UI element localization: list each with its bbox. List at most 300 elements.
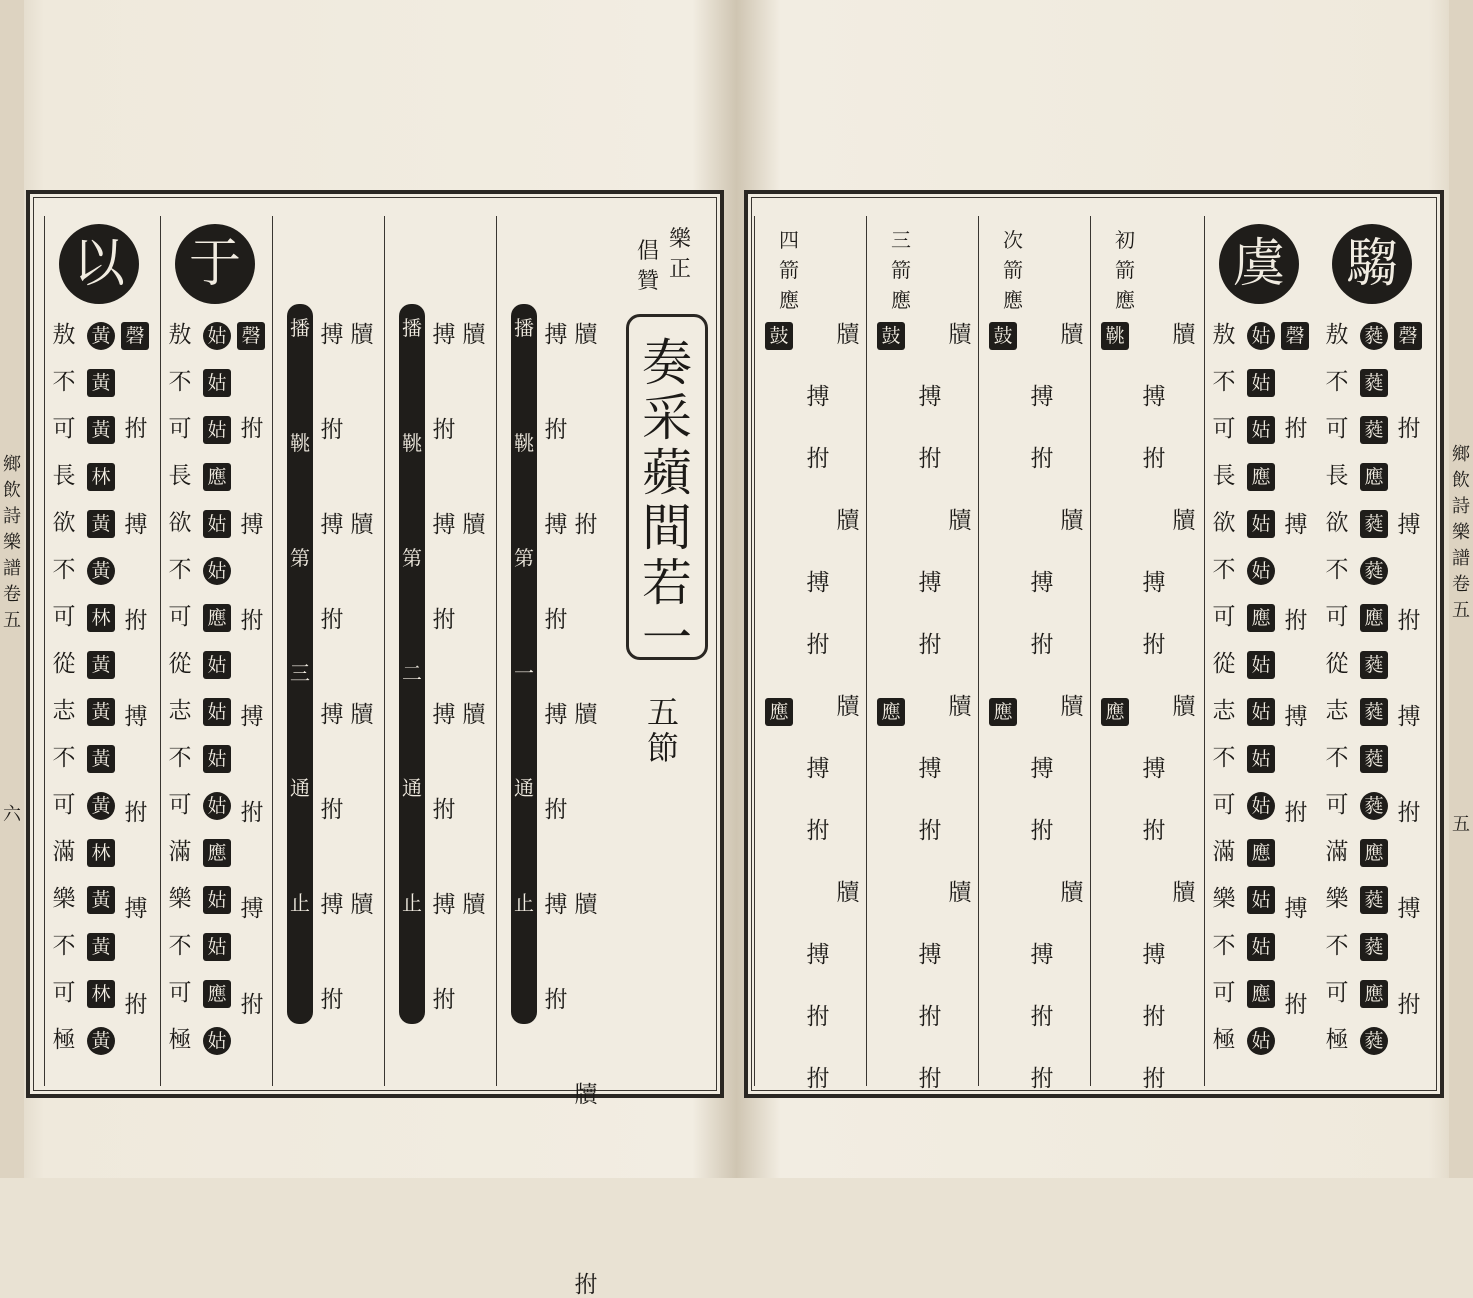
response-text: 拊 (1142, 818, 1166, 844)
response-text: 牘 (948, 880, 972, 906)
response-label: 箭 (891, 258, 911, 282)
left-spine-char: 鄉 (3, 454, 21, 475)
right-lyric-b-lyric: 欲 (1212, 510, 1236, 536)
right-spine-char: 詩 (1452, 496, 1470, 517)
response-text: 搏 (1142, 384, 1166, 410)
left-lyric-a-lyric: 不 (168, 557, 192, 583)
response-tag-top: 鼓 (765, 322, 793, 350)
left-lyric-a-pitch-circle: 于 (175, 224, 255, 304)
response-label: 應 (891, 288, 911, 312)
response-text: 搏 (918, 570, 942, 596)
right-lyric-a-percussion: 拊 (1397, 608, 1421, 634)
left-lyric-b-note: 黃 (87, 886, 115, 914)
right-lyric-a-lyric: 不 (1325, 933, 1349, 959)
right-lyric-b-note: 姑 (1247, 1027, 1275, 1055)
right-lyric-b-percussion: 搏 (1284, 512, 1308, 538)
right-lyric-a-column (1318, 216, 1430, 1086)
pass-text-left: 拊 (320, 417, 344, 443)
response-text: 拊 (1142, 1004, 1166, 1030)
pass-text-left: 搏 (544, 702, 568, 728)
left-lyric-b-note: 林 (87, 839, 115, 867)
left-lyric-a-lyric: 極 (168, 1027, 192, 1053)
response-text: 拊 (918, 1004, 942, 1030)
right-lyric-b-lyric: 滿 (1212, 839, 1236, 865)
pass-bar-char: 第 (514, 546, 534, 570)
right-lyric-b-note: 姑 (1247, 792, 1275, 820)
pass-bar-char: 止 (290, 891, 310, 915)
right-lyric-a-note: 蕤 (1360, 557, 1388, 585)
right-lyric-a-lyric: 可 (1325, 792, 1349, 818)
left-lyric-b-lyric: 極 (52, 1027, 76, 1053)
left-lyric-a-note: 姑 (203, 886, 231, 914)
response-label: 箭 (1003, 258, 1023, 282)
response-text: 拊 (1030, 818, 1054, 844)
right-lyric-b-lyric: 從 (1212, 651, 1236, 677)
response-text: 搏 (1142, 942, 1166, 968)
left-lyric-a-note: 姑 (203, 557, 231, 585)
pass-bar-char: 第 (402, 546, 422, 570)
right-lyric-b-note: 應 (1247, 604, 1275, 632)
right-lyric-b-lyric: 敖 (1212, 322, 1236, 348)
response-text: 搏 (806, 756, 830, 782)
response-label: 三 (891, 228, 911, 252)
left-lyric-a-percussion: 拊 (240, 992, 264, 1018)
left-lyric-a-lyric: 志 (168, 698, 192, 724)
right-lyric-b-percussion: 拊 (1284, 416, 1308, 442)
left-spine-char: 五 (3, 610, 21, 631)
right-page-edge (1449, 0, 1473, 1178)
response-text: 搏 (1142, 756, 1166, 782)
left-lyric-b-note: 黃 (87, 416, 115, 444)
right-lyric-a-note: 蕤 (1360, 745, 1388, 773)
right-lyric-b-lyric: 可 (1212, 792, 1236, 818)
right-lyric-a-pitch-circle: 騶 (1332, 224, 1412, 304)
left-lyric-a-percussion: 拊 (240, 416, 264, 442)
pass-column (384, 216, 499, 1086)
left-lyric-a-lyric: 可 (168, 792, 192, 818)
left-lyric-b-lyric: 可 (52, 792, 76, 818)
response-label: 初 (1115, 228, 1135, 252)
response-text: 牘 (836, 694, 860, 720)
left-lyric-b-percussion: 拊 (124, 416, 148, 442)
pass-text-right: 牘 (462, 702, 486, 728)
left-spine-char: 譜 (3, 558, 21, 579)
title-char: 一 (642, 609, 692, 667)
left-lyric-b-lyric: 欲 (52, 510, 76, 536)
response-text: 牘 (1060, 880, 1084, 906)
pass-text-left: 搏 (320, 892, 344, 918)
left-lyric-b-lyric: 敖 (52, 322, 76, 348)
sections-label: 節 (646, 729, 679, 767)
pass-bar-char: 第 (290, 546, 310, 570)
pass-text-left: 拊 (320, 797, 344, 823)
pass-text-left: 拊 (544, 607, 568, 633)
right-lyric-a-percussion: 搏 (1397, 512, 1421, 538)
left-lyric-a-note: 姑 (203, 510, 231, 538)
left-lyric-a-lyric: 可 (168, 416, 192, 442)
right-lyric-a-note: 蕤 (1360, 322, 1388, 350)
right-lyric-b-note: 姑 (1247, 698, 1275, 726)
left-lyric-b-note: 黃 (87, 792, 115, 820)
left-lyric-a-note: 姑 (203, 651, 231, 679)
right-lyric-b-note: 應 (1247, 839, 1275, 867)
left-lyric-a-lyric: 不 (168, 369, 192, 395)
title-char: 奏 (642, 334, 692, 392)
left-lyric-b-percussion: 搏 (124, 512, 148, 538)
left-lyric-b-lyric: 從 (52, 651, 76, 677)
left-lyric-b-percussion: 拊 (124, 800, 148, 826)
left-lyric-b-note: 黃 (87, 698, 115, 726)
response-tag-mid: 應 (1101, 698, 1129, 726)
right-lyric-a-lyric: 滿 (1325, 839, 1349, 865)
left-lyric-a-chime-tag: 磬 (237, 322, 265, 350)
left-lyric-b-lyric: 不 (52, 745, 76, 771)
response-tag-mid: 應 (765, 698, 793, 726)
left-lyric-a-percussion: 搏 (240, 704, 264, 730)
left-page-edge (0, 0, 24, 1178)
right-page (744, 190, 1444, 1098)
response-text: 牘 (836, 322, 860, 348)
response-text: 牘 (836, 880, 860, 906)
left-lyric-a-note: 應 (203, 604, 231, 632)
title-char: 間 (642, 499, 692, 557)
left-spine-char: 飲 (3, 480, 21, 501)
response-text: 搏 (918, 756, 942, 782)
pass-text-right: 牘 (574, 892, 598, 918)
pass-text-left: 搏 (544, 512, 568, 538)
response-text: 牘 (948, 322, 972, 348)
right-lyric-b-lyric: 不 (1212, 557, 1236, 583)
response-label: 四 (779, 228, 799, 252)
left-lyric-a-percussion: 搏 (240, 512, 264, 538)
right-lyric-a-note: 蕤 (1360, 698, 1388, 726)
response-text: 拊 (806, 446, 830, 472)
response-text: 拊 (1030, 1004, 1054, 1030)
left-lyric-b-lyric: 可 (52, 604, 76, 630)
response-text: 牘 (1172, 880, 1196, 906)
pass-text-left: 搏 (320, 702, 344, 728)
left-lyric-b-note: 黃 (87, 369, 115, 397)
right-lyric-b-column (1204, 216, 1317, 1086)
pass-text-left: 搏 (432, 702, 456, 728)
left-lyric-a-note: 姑 (203, 698, 231, 726)
pass-text-right: 牘 (462, 892, 486, 918)
response-label: 應 (1003, 288, 1023, 312)
right-lyric-a-note: 應 (1360, 980, 1388, 1008)
pass-text-right: 牘 (350, 512, 374, 538)
pass-text-left: 拊 (320, 987, 344, 1013)
right-lyric-b-lyric: 不 (1212, 933, 1236, 959)
response-text: 拊 (1142, 632, 1166, 658)
right-lyric-a-note: 蕤 (1360, 510, 1388, 538)
left-lyric-b-pitch-circle: 以 (59, 224, 139, 304)
left-lyric-a-percussion: 拊 (240, 608, 264, 634)
right-lyric-b-note: 應 (1247, 463, 1275, 491)
right-spine-char: 飲 (1452, 470, 1470, 491)
pass-bar-char: 通 (290, 776, 310, 800)
response-text: 搏 (806, 570, 830, 596)
left-spine-char: 詩 (3, 506, 21, 527)
right-lyric-a-lyric: 欲 (1325, 510, 1349, 536)
pass-text-left: 拊 (544, 417, 568, 443)
pass-text-left: 拊 (432, 987, 456, 1013)
right-lyric-a-lyric: 可 (1325, 416, 1349, 442)
pass-bar-char: 播 (290, 316, 310, 340)
pass-bar-char: 播 (514, 316, 534, 340)
right-spine-char: 卷 (1452, 574, 1470, 595)
left-spine-char: 卷 (3, 584, 21, 605)
pass-text-left: 拊 (432, 797, 456, 823)
right-lyric-b-lyric: 可 (1212, 980, 1236, 1006)
left-lyric-a-percussion: 拊 (240, 800, 264, 826)
left-lyric-a-lyric: 可 (168, 980, 192, 1006)
header-line2: 倡 (636, 239, 659, 264)
right-lyric-b-lyric: 長 (1212, 463, 1236, 489)
response-text: 牘 (836, 508, 860, 534)
left-lyric-a-note: 應 (203, 839, 231, 867)
pass-text-left: 拊 (320, 607, 344, 633)
right-lyric-a-lyric: 不 (1325, 557, 1349, 583)
pass-text-left: 搏 (544, 322, 568, 348)
pass-text-right: 拊 (574, 1272, 598, 1298)
right-lyric-b-percussion: 搏 (1284, 704, 1308, 730)
right-lyric-a-note: 應 (1360, 604, 1388, 632)
left-lyric-a-percussion: 搏 (240, 896, 264, 922)
right-lyric-b-pitch-circle: 虞 (1219, 224, 1299, 304)
left-lyric-b-column (44, 216, 157, 1086)
response-text: 牘 (1172, 322, 1196, 348)
right-lyric-b-lyric: 不 (1212, 369, 1236, 395)
right-lyric-b-chime-tag: 磬 (1281, 322, 1309, 350)
pass-text-left: 搏 (544, 892, 568, 918)
right-lyric-b-lyric: 極 (1212, 1027, 1236, 1053)
right-lyric-a-note: 蕤 (1360, 651, 1388, 679)
pass-bar-char: 三 (290, 661, 310, 685)
left-lyric-b-lyric: 不 (52, 369, 76, 395)
response-text: 牘 (1172, 694, 1196, 720)
right-lyric-b-lyric: 不 (1212, 745, 1236, 771)
left-lyric-b-note: 林 (87, 980, 115, 1008)
right-lyric-b-percussion: 拊 (1284, 992, 1308, 1018)
response-text: 搏 (918, 942, 942, 968)
response-text: 搏 (1030, 384, 1054, 410)
right-lyric-a-lyric: 不 (1325, 369, 1349, 395)
left-lyric-a-note: 姑 (203, 1027, 231, 1055)
left-lyric-b-note: 黃 (87, 933, 115, 961)
right-lyric-a-percussion: 拊 (1397, 992, 1421, 1018)
pass-text-left: 搏 (320, 322, 344, 348)
response-column (866, 216, 981, 1092)
pass-bar (399, 304, 425, 1024)
right-lyric-b-lyric: 志 (1212, 698, 1236, 724)
right-lyric-a-lyric: 從 (1325, 651, 1349, 677)
header-line1: 正 (668, 257, 691, 282)
pass-bar-char: 通 (514, 776, 534, 800)
pass-bar-char: 止 (514, 891, 534, 915)
pass-text-left: 拊 (432, 607, 456, 633)
response-text: 牘 (948, 508, 972, 534)
response-text: 拊 (1030, 446, 1054, 472)
response-text: 拊 (1030, 1066, 1054, 1092)
right-lyric-b-note: 姑 (1247, 510, 1275, 538)
left-lyric-a-column (160, 216, 273, 1086)
right-lyric-a-percussion: 拊 (1397, 416, 1421, 442)
left-lyric-b-lyric: 志 (52, 698, 76, 724)
response-text: 牘 (1060, 322, 1084, 348)
pass-text-left: 拊 (432, 417, 456, 443)
right-lyric-a-lyric: 樂 (1325, 886, 1349, 912)
pass-column (272, 216, 387, 1086)
response-column (978, 216, 1093, 1092)
right-lyric-b-note: 應 (1247, 980, 1275, 1008)
right-lyric-a-note: 蕤 (1360, 886, 1388, 914)
left-lyric-a-note: 應 (203, 980, 231, 1008)
right-lyric-a-lyric: 長 (1325, 463, 1349, 489)
response-text: 拊 (806, 632, 830, 658)
right-lyric-b-percussion: 搏 (1284, 896, 1308, 922)
response-text: 牘 (948, 694, 972, 720)
pass-bar (511, 304, 537, 1024)
response-text: 拊 (806, 1066, 830, 1092)
pass-text-left: 搏 (432, 512, 456, 538)
response-tag-top: 鼓 (877, 322, 905, 350)
pass-text-right: 牘 (350, 892, 374, 918)
response-label: 應 (779, 288, 799, 312)
right-lyric-a-note: 蕤 (1360, 1027, 1388, 1055)
left-lyric-b-chime-tag: 磬 (121, 322, 149, 350)
right-lyric-a-lyric: 志 (1325, 698, 1349, 724)
right-lyric-a-note: 應 (1360, 463, 1388, 491)
right-folio: 五 (1452, 814, 1470, 835)
response-text: 搏 (1030, 756, 1054, 782)
response-column (754, 216, 869, 1092)
response-text: 拊 (918, 818, 942, 844)
response-text: 搏 (1030, 942, 1054, 968)
response-text: 拊 (918, 446, 942, 472)
left-lyric-b-note: 黃 (87, 322, 115, 350)
response-column (1090, 216, 1205, 1092)
left-lyric-a-note: 姑 (203, 416, 231, 444)
pass-column (496, 216, 611, 1298)
response-text: 拊 (1030, 632, 1054, 658)
right-lyric-a-lyric: 可 (1325, 604, 1349, 630)
left-lyric-a-note: 姑 (203, 745, 231, 773)
left-lyric-a-note: 姑 (203, 792, 231, 820)
pass-bar-char: 通 (402, 776, 422, 800)
right-lyric-a-note: 蕤 (1360, 933, 1388, 961)
right-spine-char: 譜 (1452, 548, 1470, 569)
right-lyric-a-chime-tag: 磬 (1394, 322, 1422, 350)
pass-text-right: 牘 (462, 322, 486, 348)
response-text: 搏 (806, 942, 830, 968)
pass-bar (287, 304, 313, 1024)
left-lyric-a-lyric: 欲 (168, 510, 192, 536)
response-label: 箭 (1115, 258, 1135, 282)
response-tag-mid: 應 (989, 698, 1017, 726)
response-text: 拊 (918, 632, 942, 658)
pass-text-left: 拊 (544, 987, 568, 1013)
pass-text-left: 搏 (432, 892, 456, 918)
left-lyric-a-lyric: 不 (168, 745, 192, 771)
right-lyric-b-note: 姑 (1247, 651, 1275, 679)
left-lyric-b-note: 林 (87, 463, 115, 491)
left-lyric-a-lyric: 長 (168, 463, 192, 489)
response-text: 拊 (918, 1066, 942, 1092)
left-lyric-a-lyric: 不 (168, 933, 192, 959)
right-lyric-a-note: 蕤 (1360, 416, 1388, 444)
right-lyric-a-percussion: 拊 (1397, 800, 1421, 826)
pass-bar-char: 一 (514, 661, 534, 685)
pass-text-right: 牘 (462, 512, 486, 538)
left-lyric-b-note: 黃 (87, 745, 115, 773)
left-folio: 六 (3, 804, 21, 825)
response-text: 搏 (1030, 570, 1054, 596)
response-text: 拊 (806, 818, 830, 844)
left-lyric-b-lyric: 滿 (52, 839, 76, 865)
left-lyric-b-lyric: 不 (52, 933, 76, 959)
pass-bar-char: 鞉 (514, 431, 534, 455)
title-char: 蘋 (642, 444, 692, 502)
right-lyric-b-percussion: 拊 (1284, 800, 1308, 826)
left-lyric-a-note: 應 (203, 463, 231, 491)
response-label: 應 (1115, 288, 1135, 312)
response-text: 牘 (1060, 694, 1084, 720)
header-column (612, 216, 716, 1086)
left-lyric-a-lyric: 可 (168, 604, 192, 630)
response-tag-top: 鞉 (1101, 322, 1129, 350)
response-label: 次 (1003, 228, 1023, 252)
left-lyric-a-note: 姑 (203, 933, 231, 961)
left-lyric-b-lyric: 不 (52, 557, 76, 583)
right-lyric-b-lyric: 可 (1212, 416, 1236, 442)
left-lyric-a-lyric: 敖 (168, 322, 192, 348)
left-lyric-a-note: 姑 (203, 369, 231, 397)
response-text: 搏 (1142, 570, 1166, 596)
left-lyric-b-lyric: 樂 (52, 886, 76, 912)
pass-bar-char: 二 (402, 661, 422, 685)
pass-bar-char: 播 (402, 316, 422, 340)
left-lyric-b-lyric: 可 (52, 416, 76, 442)
left-lyric-a-lyric: 樂 (168, 886, 192, 912)
left-lyric-b-note: 黃 (87, 651, 115, 679)
pass-text-right: 牘 (574, 322, 598, 348)
pass-bar-char: 鞉 (290, 431, 310, 455)
right-lyric-b-note: 姑 (1247, 886, 1275, 914)
title-char: 采 (642, 389, 692, 447)
pass-text-right: 牘 (350, 322, 374, 348)
right-lyric-a-note: 應 (1360, 839, 1388, 867)
pass-text-left: 搏 (432, 322, 456, 348)
left-lyric-b-percussion: 搏 (124, 704, 148, 730)
left-lyric-b-percussion: 拊 (124, 608, 148, 634)
response-text: 搏 (918, 384, 942, 410)
right-lyric-b-note: 姑 (1247, 745, 1275, 773)
response-text: 牘 (1172, 508, 1196, 534)
pass-bar-char: 鞉 (402, 431, 422, 455)
right-lyric-a-lyric: 敖 (1325, 322, 1349, 348)
response-label: 箭 (779, 258, 799, 282)
response-tag-mid: 應 (877, 698, 905, 726)
right-lyric-b-note: 姑 (1247, 557, 1275, 585)
right-spine-char: 五 (1452, 600, 1470, 621)
left-lyric-b-note: 黃 (87, 1027, 115, 1055)
title-box (626, 314, 708, 667)
left-lyric-b-percussion: 拊 (124, 992, 148, 1018)
left-page (26, 190, 724, 1298)
response-tag-top: 鼓 (989, 322, 1017, 350)
response-text: 拊 (806, 1004, 830, 1030)
right-spine-char: 樂 (1452, 522, 1470, 543)
